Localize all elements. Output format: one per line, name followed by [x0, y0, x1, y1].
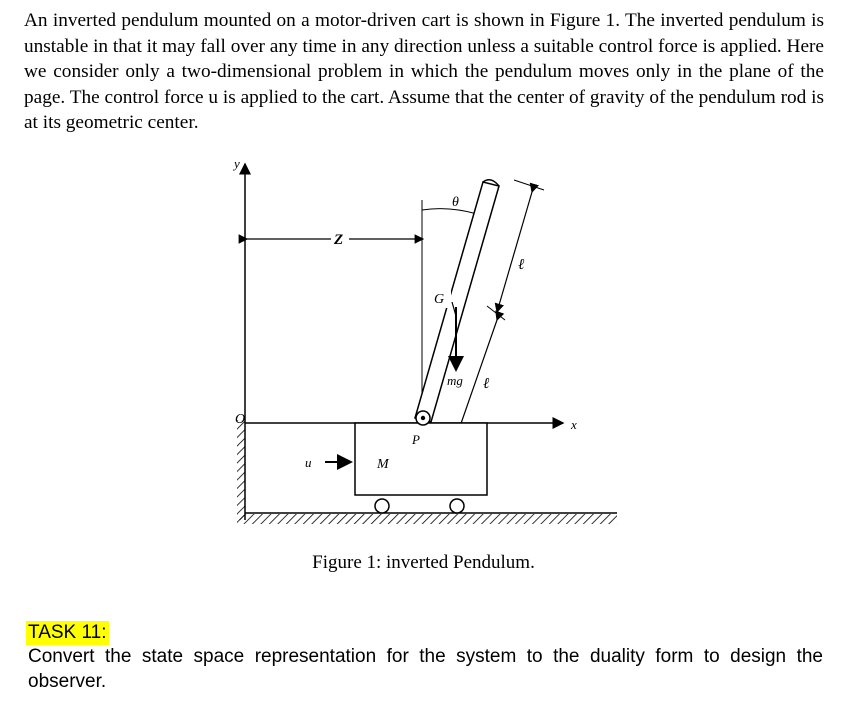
ell-bottom-label: ℓ — [483, 376, 490, 392]
origin-label: O — [235, 412, 246, 427]
ell-top-label: ℓ — [518, 257, 525, 273]
ell-top-extension — [514, 180, 544, 190]
g-label: G — [434, 292, 445, 307]
z-label: Z — [334, 232, 344, 248]
cart-body — [355, 423, 487, 495]
theta-label: θ — [452, 195, 459, 210]
figure-caption: Figure 1: inverted Pendulum. — [312, 552, 535, 573]
wall-hatch — [237, 420, 245, 520]
p-label: P — [412, 432, 420, 447]
task-label: TASK 11: — [28, 622, 107, 643]
m-label: M — [377, 457, 389, 472]
task-text: Convert the state space representation for the system to the duality form to design the observer. — [28, 646, 823, 692]
mg-label: mg — [447, 373, 463, 388]
pendulum-diagram — [225, 152, 625, 537]
theta-arc — [422, 209, 477, 214]
y-axis-label: y — [234, 156, 240, 171]
x-axis-label: x — [571, 417, 577, 432]
right-wheel — [450, 499, 464, 513]
ground-hatch — [237, 514, 617, 524]
ell-mid-extension — [487, 306, 505, 320]
intro-paragraph: An inverted pendulum mounted on a motor-driven cart is shown in Figure 1. The inverted pendulum is unstable in that it may fall over any time in any direction unless a suitable control force is applied. Here we consider only a two-dimensional problem in which the pendulum moves only in the plane of the page. The control force u is applied to the cart. Assume that the center of gravity of the pendulum rod is at its geometric center. — [24, 10, 824, 133]
u-label: u — [305, 455, 312, 470]
left-wheel — [375, 499, 389, 513]
ell-bottom-dimension — [457, 320, 497, 435]
pivot-center — [421, 416, 425, 420]
ell-top-dimension — [497, 192, 532, 312]
inverted-pendulum-figure — [225, 152, 625, 542]
